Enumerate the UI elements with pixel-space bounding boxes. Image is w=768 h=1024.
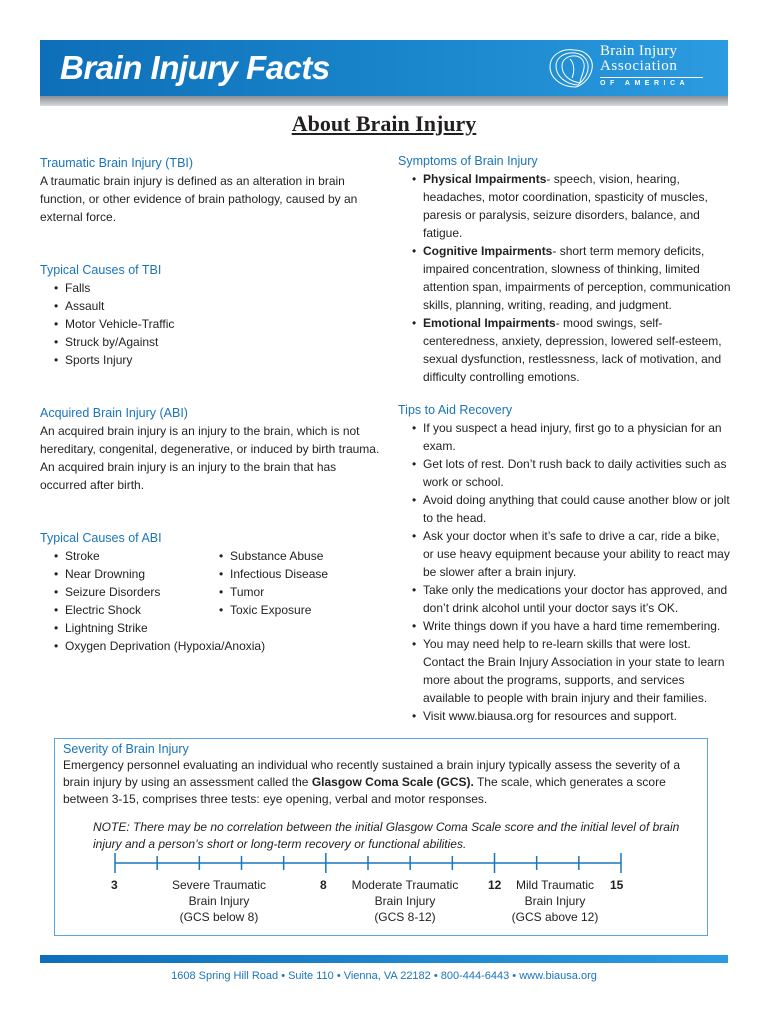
list-item: • Write things down if you have a hard time remembering. — [412, 617, 733, 635]
symptom-label: Emotional Impairments — [423, 316, 556, 330]
list-item: • Lightning Strike — [54, 619, 380, 637]
severe-range-label — [149, 877, 289, 925]
list-item: • Oxygen Deprivation (Hypoxia/Anoxia) — [54, 637, 380, 655]
abi-causes-list-1 — [40, 547, 205, 619]
list-item: • Falls — [54, 279, 380, 297]
logo-divider — [600, 77, 703, 78]
range-subtitle: Brain Injury — [188, 894, 250, 908]
gcs-term: Glasgow Coma Scale (GCS). — [311, 775, 474, 789]
list-item: • Ask your doctor when it’s safe to drive a car, ride a bike, or use heavy equipment because your ability to react may be slower after a brain injury. — [412, 527, 733, 581]
list-item: • Near Drowning — [54, 565, 205, 583]
list-item: • Substance Abuse — [219, 547, 375, 565]
tbi-causes-list — [40, 279, 380, 369]
list-item: • Motor Vehicle-Traffic — [54, 315, 380, 333]
range-title: Mild Traumatic — [515, 878, 595, 892]
tbi-heading: Traumatic Brain Injury (TBI) — [40, 156, 194, 170]
scale-number: 3 — [111, 878, 118, 892]
moderate-range-label — [335, 877, 475, 925]
symptoms-heading: Symptoms of Brain Injury — [398, 154, 538, 168]
scale-number: 15 — [610, 878, 624, 892]
severity-text-part: The scale, which generates a score between 3-15, comprises three tests: eye opening, verbal and motor responses. — [63, 775, 666, 806]
symptom-text: - mood swings, self-centeredness, anxiety, depression, lowered self-esteem, sexual dysfunction, restlessness, lack of motivation, and difficulty controlling emotions. — [423, 316, 722, 384]
list-item: • Take only the medications your doctor has approved, and don’t drink alcohol until your doctor says it’s OK. — [412, 581, 733, 617]
range-subtitle: Brain Injury — [374, 894, 436, 908]
severity-heading: Severity of Brain Injury — [63, 742, 189, 756]
banner-title: Brain Injury Facts — [60, 49, 330, 86]
abi-definition: An acquired brain injury is an injury to the brain, which is not hereditary, congenital, degenerative, or induced by birth trauma. An acquired brain injury is an injury to the brain that has occurred after birth. — [40, 424, 380, 492]
right-column — [398, 153, 733, 725]
abi-causes-list-extra — [40, 619, 380, 655]
list-item: • Electric Shock — [54, 601, 205, 619]
scale-number: 12 — [488, 878, 502, 892]
tips-list — [398, 419, 733, 725]
list-item: • Toxic Exposure — [219, 601, 375, 619]
scale-number: 8 — [320, 878, 327, 892]
abi-heading: Acquired Brain Injury (ABI) — [40, 406, 188, 420]
footer-address: 1608 Spring Hill Road • Suite 110 • Vienna, VA 22182 • 800-444-6443 • www.biausa.org — [171, 970, 597, 982]
severity-note: NOTE: There may be no correlation between the initial Glasgow Coma Scale score and the initial level of brain injury and a person’s short or long-term recovery or functional abilities. — [93, 820, 680, 851]
symptom-text: - short term memory deficits, impaired concentration, slowness of thinking, limited attention span, impairments of perception, communication skills, planning, writing, reading, and judgment. — [423, 244, 731, 312]
logo-text-association: Association — [600, 58, 678, 74]
list-item: • Avoid doing anything that could cause another blow or jolt to the head. — [412, 491, 733, 527]
tbi-definition: A traumatic brain injury is defined as an alteration in brain function, or other evidence of brain pathology, caused by an external force. — [40, 174, 358, 224]
left-column — [40, 155, 380, 655]
abi-causes-list-2 — [205, 547, 375, 619]
symptoms-list — [398, 170, 733, 386]
list-item: • Assault — [54, 297, 380, 315]
logo-text-brain-injury: Brain Injury — [600, 43, 678, 59]
list-item: • Visit www.biausa.org for resources and support. — [412, 707, 733, 725]
list-item: • You may need help to re-learn skills that were lost. Contact the Brain Injury Association in your state to learn more about the programs, supports, and services available to people with brain injury and their families. — [412, 635, 733, 707]
banner-shadow — [40, 96, 728, 106]
symptom-label: Physical Impairments — [423, 172, 547, 186]
symptom-text: - speech, vision, hearing, headaches, motor coordination, spasticity of muscles, paresis or paralysis, seizure disorders, balance, and fatigue. — [423, 172, 708, 240]
logo-text-of-america: OF AMERICA — [600, 80, 690, 87]
list-item: • If you suspect a head injury, first go to a physician for an exam. — [412, 419, 733, 455]
tbi-causes-heading: Typical Causes of TBI — [40, 263, 162, 277]
list-item — [412, 242, 733, 314]
list-item: • Tumor — [219, 583, 375, 601]
bia-logo-icon — [540, 45, 600, 91]
range-gcs: (GCS below 8) — [179, 910, 259, 924]
list-item: • Seizure Disorders — [54, 583, 205, 601]
abi-causes-heading: Typical Causes of ABI — [40, 531, 162, 545]
footer-bar — [40, 955, 728, 963]
page-title: About Brain Injury — [291, 111, 477, 136]
range-title: Severe Traumatic — [171, 878, 267, 892]
range-subtitle: Brain Injury — [524, 894, 586, 908]
symptom-label: Cognitive Impairments — [423, 244, 553, 258]
list-item — [412, 170, 733, 242]
list-item: • Infectious Disease — [219, 565, 375, 583]
list-item: • Struck by/Against — [54, 333, 380, 351]
list-item: • Get lots of rest. Don’t rush back to daily activities such as work or school. — [412, 455, 733, 491]
abi-causes-grid — [40, 547, 380, 619]
mild-range-label — [485, 877, 625, 925]
list-item: • Stroke — [54, 547, 205, 565]
range-gcs: (GCS above 12) — [511, 910, 599, 924]
range-gcs: (GCS 8-12) — [374, 910, 436, 924]
list-item: • Sports Injury — [54, 351, 380, 369]
range-title: Moderate Traumatic — [351, 878, 459, 892]
severity-text-part: Emergency personnel evaluating an individual who recently sustained a brain injury typically assess the severity of a brain injury by using an assessment called the — [63, 758, 680, 789]
tips-heading: Tips to Aid Recovery — [398, 403, 513, 417]
list-item — [412, 314, 733, 386]
severity-box — [54, 738, 708, 936]
